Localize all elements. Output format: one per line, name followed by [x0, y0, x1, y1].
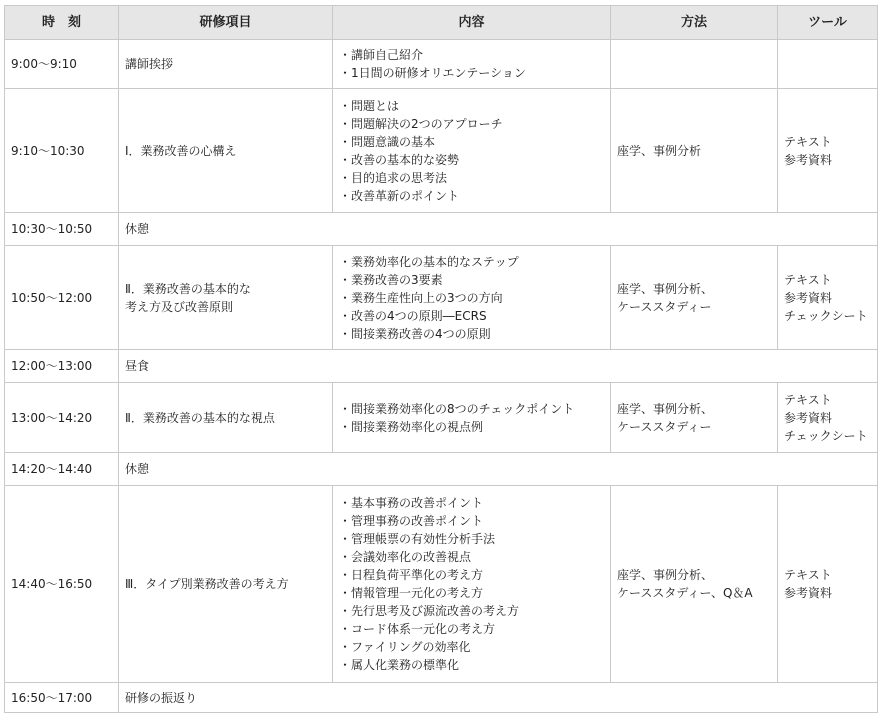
content-list-item: ・ 情報管理一元化の考え方 [339, 584, 604, 602]
content-list-item: ・ コード体系一元化の考え方 [339, 620, 604, 638]
content-list-item: ・ 講師自己紹介 [339, 46, 604, 64]
table-row [5, 89, 878, 213]
content-list-item: ・ 管理帳票の有効性分析手法 [339, 530, 604, 548]
row-content [333, 486, 611, 683]
content-list-item: ・ 業務改善の3要素 [339, 271, 604, 289]
content-list-item: ・ 間接業務効率化の視点例 [339, 418, 604, 436]
row-item: Ⅱ．業務改善の基本的な視点 [119, 383, 333, 453]
row-item: 昼食 [119, 350, 878, 383]
content-list-item: ・ ファイリングの効率化 [339, 638, 604, 656]
row-item: 休憩 [119, 453, 878, 486]
header-item: 研修項目 [119, 6, 333, 40]
content-list-item: ・ 問題意識の基本 [339, 133, 604, 151]
row-time: 16:50～17:00 [5, 683, 119, 713]
row-item: 講師挨拶 [119, 40, 333, 89]
content-list-item: ・ 会議効率化の改善視点 [339, 548, 604, 566]
table-row [5, 213, 878, 246]
header-method: 方法 [611, 6, 778, 40]
row-tool [778, 40, 878, 89]
row-method: 座学、事例分析 [611, 89, 778, 213]
content-list-item: ・ 問題解決の2つのアプローチ [339, 115, 604, 133]
content-list-item: ・ 改善革新のポイント [339, 187, 604, 205]
row-time: 14:20～14:40 [5, 453, 119, 486]
table-row [5, 350, 878, 383]
table-row [5, 683, 878, 713]
row-content [333, 383, 611, 453]
row-time: 12:00～13:00 [5, 350, 119, 383]
training-schedule-table [4, 5, 878, 713]
content-list-item: ・ 基本事務の改善ポイント [339, 494, 604, 512]
row-time: 10:30～10:50 [5, 213, 119, 246]
row-content [333, 246, 611, 350]
table-row [5, 453, 878, 486]
content-list-item: ・ 間接業務効率化の8つのチェックポイント [339, 400, 604, 418]
content-list-item: ・ 業務効率化の基本的なステップ [339, 253, 604, 271]
row-time: 9:10～10:30 [5, 89, 119, 213]
content-list-item: ・ 属人化業務の標準化 [339, 656, 604, 674]
content-list-item: ・ 問題とは [339, 97, 604, 115]
content-list-item: ・ 改善の基本的な姿勢 [339, 151, 604, 169]
row-time: 14:40～16:50 [5, 486, 119, 683]
row-tool: テキスト 参考資料 チェックシート [778, 246, 878, 350]
row-content [333, 89, 611, 213]
content-list-item: ・ 間接業務改善の4つの原則 [339, 325, 604, 343]
content-list-item: ・ 先行思考及び源流改善の考え方 [339, 602, 604, 620]
row-time: 9:00～9:10 [5, 40, 119, 89]
content-list-item: ・ 1日間の研修オリエンテーション [339, 64, 604, 82]
row-method [611, 40, 778, 89]
table-header-row [5, 6, 878, 40]
table-row [5, 486, 878, 683]
row-item: 研修の振返り [119, 683, 878, 713]
content-list-item: ・ 管理事務の改善ポイント [339, 512, 604, 530]
row-tool: テキスト 参考資料 [778, 89, 878, 213]
content-list-item: ・ 目的追求の思考法 [339, 169, 604, 187]
row-item: Ⅲ．タイプ別業務改善の考え方 [119, 486, 333, 683]
header-content: 内容 [333, 6, 611, 40]
content-list-item: ・ 業務生産性向上の3つの方向 [339, 289, 604, 307]
row-item: Ⅱ．業務改善の基本的な 考え方及び改善原則 [119, 246, 333, 350]
content-list-item: ・ 改善の4つの原則―ECRS [339, 307, 604, 325]
header-tool: ツール [778, 6, 878, 40]
row-time: 10:50～12:00 [5, 246, 119, 350]
table-row [5, 383, 878, 453]
header-time: 時 刻 [5, 6, 119, 40]
row-method: 座学、事例分析、 ケーススタディー [611, 383, 778, 453]
table-row [5, 40, 878, 89]
row-tool: テキスト 参考資料 [778, 486, 878, 683]
row-time: 13:00～14:20 [5, 383, 119, 453]
row-method: 座学、事例分析、 ケーススタディー [611, 246, 778, 350]
row-method: 座学、事例分析、 ケーススタディー、Q＆A [611, 486, 778, 683]
row-tool: テキスト 参考資料 チェックシート [778, 383, 878, 453]
content-list-item: ・ 日程負荷平準化の考え方 [339, 566, 604, 584]
row-item: Ⅰ．業務改善の心構え [119, 89, 333, 213]
table-row [5, 246, 878, 350]
row-item: 休憩 [119, 213, 878, 246]
row-content [333, 40, 611, 89]
